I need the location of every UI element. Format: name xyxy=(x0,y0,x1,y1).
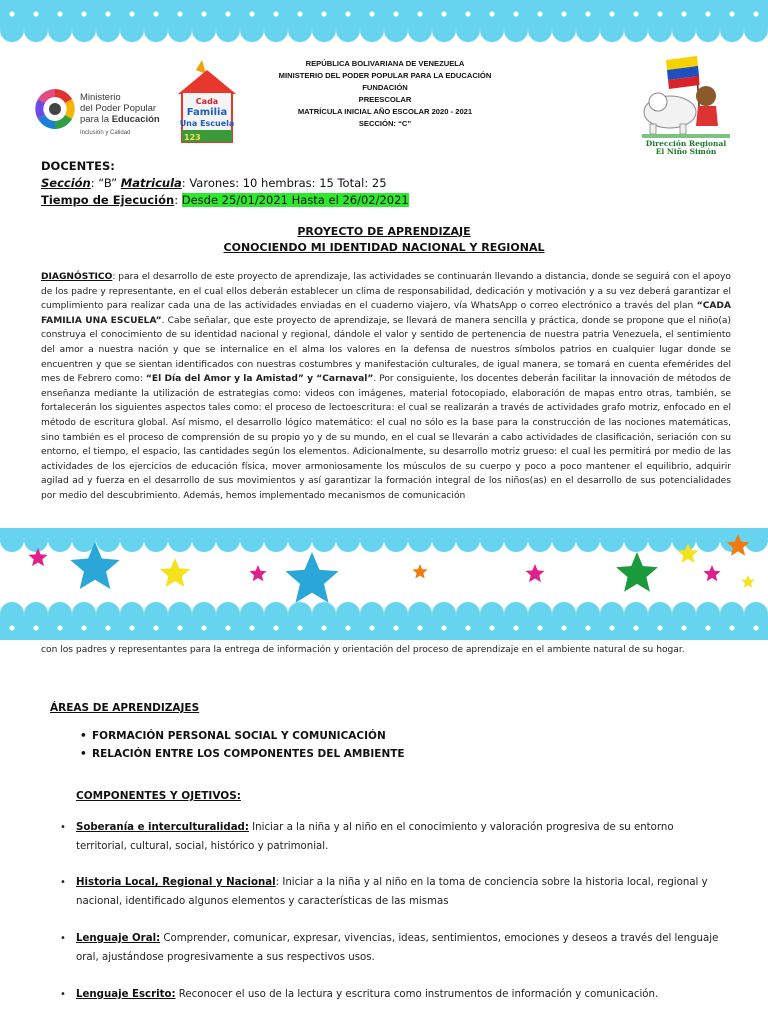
diagnostico-continuation: con los padres y representantes para la entrega de información y orientación del proceso de aprendizaje en el ambiente natural de su hogar. xyxy=(41,645,685,655)
scallop xyxy=(384,528,408,552)
scallop xyxy=(48,528,72,552)
header-line: MINISTERIO DEL PODER POPULAR PARA LA EDUCACIÓN xyxy=(278,71,492,80)
scallop xyxy=(672,528,696,552)
scallop-dot xyxy=(561,625,566,630)
scallop xyxy=(528,528,552,552)
componente-label: Lenguaje Oral: xyxy=(76,933,161,944)
scallop-dot xyxy=(609,625,614,630)
scallop-dot xyxy=(249,625,254,630)
scallop-dot xyxy=(585,625,590,630)
scallop xyxy=(96,18,120,42)
scallop-dot xyxy=(369,625,374,630)
scallop xyxy=(720,18,744,42)
matricula-label: Matricula xyxy=(120,176,182,190)
tiempo-value: Desde 25/01/2021 Hasta el 26/02/2021 xyxy=(181,193,409,207)
scallop-dot xyxy=(729,625,734,630)
scallop-dot xyxy=(57,11,62,16)
scallop-dot xyxy=(489,625,494,630)
scallop xyxy=(336,18,360,42)
scallop-dot xyxy=(513,625,518,630)
scallop xyxy=(744,528,768,552)
bullet-icon: • xyxy=(60,989,66,1000)
scallop xyxy=(216,18,240,42)
scallop xyxy=(432,528,456,552)
bullet-icon: • xyxy=(60,822,66,833)
scallop xyxy=(192,18,216,42)
star-decoration-band xyxy=(0,528,768,640)
header-line: SECCIÓN: “C” xyxy=(358,119,412,128)
scallop xyxy=(672,18,696,42)
scallop-dot xyxy=(705,625,710,630)
scallop xyxy=(600,18,624,42)
scallop xyxy=(744,18,768,42)
diagnostico-paragraph xyxy=(41,270,731,504)
scallop xyxy=(408,18,432,42)
house-logo-icon xyxy=(172,58,242,154)
seccion-label: Sección xyxy=(41,176,91,190)
scallop-dot xyxy=(657,625,662,630)
institution-header xyxy=(250,58,520,130)
scallop xyxy=(504,18,528,42)
bullet-icon: • xyxy=(60,933,66,944)
scallop xyxy=(312,528,336,552)
scallop-dot xyxy=(537,625,542,630)
scallop-dot xyxy=(393,11,398,16)
scallop xyxy=(240,528,264,552)
regional-logo-line1: Dirección Regional xyxy=(645,139,727,148)
scallop-dot xyxy=(393,625,398,630)
diagnostico-text-a: : para el desarrollo de este proyecto de aprendizaje, las actividades se continuarán llevando a distancia, donde se seguirá con el apoyo de los padre y representante, en el cual ellos deberán establecer un clima de responsabilidad, dedicación y motivación y a su vez deberá garantizar el cumplimiento para realizar cada una de las actividades enviadas en el cuaderno viajero, vía WhatsApp o correo electrónico a través del plan xyxy=(41,272,731,312)
scallop xyxy=(336,528,360,552)
scallop xyxy=(264,18,288,42)
ministry-logo-line2: del Poder Popular xyxy=(80,103,157,114)
scallop xyxy=(96,528,120,552)
scallop-dot xyxy=(177,625,182,630)
ministry-logo xyxy=(28,80,168,150)
scallop xyxy=(624,18,648,42)
scallop-dot xyxy=(561,11,566,16)
regional-logo xyxy=(636,52,736,158)
area-item-label: FORMACIÓN PERSONAL SOCIAL Y COMUNICACIÓN xyxy=(92,730,386,742)
tiempo-label: Tiempo de Ejecución xyxy=(41,193,175,207)
scallop xyxy=(552,528,576,552)
diagnostico-efemerides: “El Día del Amor y la Amistad” y “Carnaval” xyxy=(145,374,374,385)
scallop-dot xyxy=(57,625,62,630)
ministry-logo-education: Educación xyxy=(111,114,160,125)
diagnostico-label: DIAGNÓSTICO xyxy=(41,272,113,282)
cada-logo-numbers: 123 xyxy=(184,133,201,142)
scallop-dot xyxy=(321,11,326,16)
scallop xyxy=(408,528,432,552)
scallop-dot xyxy=(657,11,662,16)
scallop xyxy=(480,18,504,42)
scallop xyxy=(456,18,480,42)
scallop-dot xyxy=(633,625,638,630)
scallop xyxy=(624,528,648,552)
scallop xyxy=(0,18,24,42)
docentes-block xyxy=(41,158,731,209)
diagnostico-text-b: . Cabe señalar, que este proyecto de aprendizaje, se llevará de manera sencilla y práctica, donde se propone que el niño(a) construya el conocimiento de su identidad nacional y regional, dándole el valor y sentido de pertenencia de nuestra patria Venezuela, el sentimiento del amor a nuestra nación y que se internalice en el alma los valores en la defensa de nuestros símbolos patrios en cualquier lugar donde se encuentren y que se sientan identificados con nuestras costumbres y manifestación culturales, de igual manera, se tomará en cuenta efemérides del mes de Febrero como: xyxy=(41,315,731,385)
cada-logo-line2: Familia xyxy=(186,107,228,118)
scallop xyxy=(120,528,144,552)
scallop-dot xyxy=(9,625,14,630)
scallop-dot xyxy=(81,11,86,16)
scallop xyxy=(384,18,408,42)
tiempo-separator: : xyxy=(174,193,182,207)
scallop xyxy=(24,18,48,42)
componente-label: Soberanía e interculturalidad: xyxy=(76,822,249,833)
top-scallop-border xyxy=(0,0,768,50)
scallop xyxy=(552,18,576,42)
bullet-icon: • xyxy=(80,748,87,760)
componente-label: Historia Local, Regional y Nacional xyxy=(76,877,276,888)
ministry-logo-line1: Ministerio xyxy=(80,92,121,103)
ministry-logo-line3: para la xyxy=(80,114,112,125)
scallop xyxy=(456,528,480,552)
scallop xyxy=(576,528,600,552)
project-subtitle: CONOCIENDO MI IDENTIDAD NACIONAL Y REGIONAL xyxy=(223,241,545,254)
scallop-dot xyxy=(441,11,446,16)
scallop xyxy=(360,18,384,42)
scallop xyxy=(24,528,48,552)
areas-heading: ÁREAS DE APRENDIZAJES xyxy=(50,702,200,714)
scallop-dot xyxy=(729,11,734,16)
area-item xyxy=(80,730,386,742)
scallop xyxy=(48,18,72,42)
scallop xyxy=(504,528,528,552)
cada-logo-line1: Cada xyxy=(195,97,219,106)
scallop-dot xyxy=(753,11,758,16)
scallop xyxy=(72,18,96,42)
scallop xyxy=(288,528,312,552)
scallop-dot xyxy=(225,625,230,630)
scallop-dot xyxy=(225,11,230,16)
header-line: REPÚBLICA BOLIVARIANA DE VENEZUELA xyxy=(305,59,465,68)
scallop xyxy=(528,18,552,42)
area-item-label: RELACIÓN ENTRE LOS COMPONENTES DEL AMBIENTE xyxy=(92,748,405,760)
scallop xyxy=(648,528,672,552)
seccion-value: : “B” xyxy=(90,176,121,190)
project-title: PROYECTO DE APRENDIZAJE xyxy=(297,225,471,238)
scallop-dot xyxy=(129,11,134,16)
scallop xyxy=(144,528,168,552)
scallop xyxy=(168,528,192,552)
scallop xyxy=(696,528,720,552)
scallop-dot xyxy=(297,11,302,16)
scallop-dot xyxy=(633,11,638,16)
child-flag-icon xyxy=(636,52,736,140)
cada-logo-line3: Una Escuela xyxy=(179,119,235,128)
scallop xyxy=(264,528,288,552)
scallop xyxy=(480,528,504,552)
bullet-icon: • xyxy=(60,877,66,888)
scallop-dot xyxy=(297,625,302,630)
scallop-dot xyxy=(705,11,710,16)
componente-text: Comprender, comunicar, expresar, vivencias, ideas, sentimientos, emociones y deseos a través del lenguaje oral, ajustándose progresivamente a sus respectivos usos. xyxy=(76,933,719,963)
componente-item xyxy=(60,930,726,967)
scallop-dot xyxy=(177,11,182,16)
scallop-dot xyxy=(345,625,350,630)
scallop-dot xyxy=(201,11,206,16)
scallop xyxy=(288,18,312,42)
componente-label: Lenguaje Escrito: xyxy=(76,989,176,1000)
scallop xyxy=(120,18,144,42)
componente-text: Reconocer el uso de la lectura y escritura como instrumentos de información y comunicación. xyxy=(175,989,659,1000)
scallop-dot xyxy=(585,11,590,16)
scallop-dot xyxy=(609,11,614,16)
componente-item xyxy=(60,986,726,1005)
scallop-dot xyxy=(81,625,86,630)
scallop-dot xyxy=(465,625,470,630)
componente-item xyxy=(60,874,726,911)
scallop-dot xyxy=(129,625,134,630)
scallop-dot xyxy=(33,625,38,630)
scallop-dot xyxy=(273,625,278,630)
scallop-dot xyxy=(681,11,686,16)
componentes-heading: COMPONENTES Y OJETIVOS: xyxy=(76,790,241,802)
scallop-dot xyxy=(153,625,158,630)
scallop-dot xyxy=(105,11,110,16)
scallop xyxy=(576,18,600,42)
header-line: PREESCOLAR xyxy=(358,95,412,104)
scallop xyxy=(240,18,264,42)
scallop xyxy=(216,528,240,552)
regional-logo-line2: El Niño Simón xyxy=(655,147,717,156)
ministry-emblem-icon xyxy=(32,86,78,132)
scallop xyxy=(0,528,24,552)
docentes-label: DOCENTES: xyxy=(41,159,115,173)
scallop-dot xyxy=(441,625,446,630)
scallop-dot xyxy=(513,11,518,16)
scallop xyxy=(312,18,336,42)
cada-familia-logo xyxy=(172,58,242,154)
scallop-dot xyxy=(201,625,206,630)
scallop-dot xyxy=(321,625,326,630)
header-line: MATRÍCULA INICIAL AÑO ESCOLAR 2020 - 2021 xyxy=(297,107,473,116)
scallop-dot xyxy=(273,11,278,16)
scallop xyxy=(696,18,720,42)
scallop-dot xyxy=(33,11,38,16)
scallop-dot xyxy=(465,11,470,16)
scallop xyxy=(648,18,672,42)
matricula-value: : Varones: 10 hembras: 15 Total: 25 xyxy=(181,176,387,190)
bullet-icon: • xyxy=(80,730,87,742)
scallop-dot xyxy=(369,11,374,16)
componente-text: Iniciar a la niña y al niño en el conocimiento y valoración progresiva de su entorno territorial, cultural, social, histórico y patrimonial. xyxy=(76,822,674,852)
scallop xyxy=(432,18,456,42)
scallop xyxy=(144,18,168,42)
scallop-dot xyxy=(345,11,350,16)
scallop xyxy=(168,18,192,42)
scallop xyxy=(192,528,216,552)
scallop-dot xyxy=(417,11,422,16)
scallop-dot xyxy=(9,11,14,16)
scallop-dot xyxy=(417,625,422,630)
scallop-dot xyxy=(249,11,254,16)
diagnostico-plan: “CADA FAMILIA UNA ESCUELA” xyxy=(41,301,731,326)
scallop-dot xyxy=(681,625,686,630)
scallop-dot xyxy=(753,625,758,630)
scallop xyxy=(360,528,384,552)
area-item xyxy=(80,748,405,760)
ministry-logo-tagline: Inclusión y Calidad xyxy=(80,130,131,136)
componente-item xyxy=(60,819,726,856)
scallop-dot xyxy=(537,11,542,16)
scallop-dot xyxy=(105,625,110,630)
scallop-dot xyxy=(153,11,158,16)
diagnostico-text-c: . Por consiguiente, los docentes deberán facilitar la innovación de métodos de enseñanza mediante la utilización de estrategias como: videos con imágenes, material fotocopiado, elaboración de mapas entro otras, también, se fortalecerán los siguientes aspectos tales como: el proceso de lectoescritura: el cual se realizarán a través de actividades grafo motriz, enfocado en el método de escritura global. Así mismo, el desarrollo lógico matemático: el cual no sólo es la base para la construcción de las nociones matemáticas, sino también es el proceso de comprensión de su propio yo y de su mundo, en el cual se llevarán a cabo actividades de clasificación, seriación con su entorno, el tiempo, el espacio, las cantidades según los elementos. Adicionalmente, su desarrollo motriz grueso: el cual les permitirá por medio de las actividades de los ejercicios de educación física, mover armoniosamente los músculos de su cuerpo y poco a poco mantener el equilibrio, adquirir agilad ad y fuerza en el desarrollo de sus movimientos y así garantizar la formación integral de los niños(as) en el desarrollo de sus potencialidades por medio del descubrimiento. Además, hemos implementado mecanismos de comunicación xyxy=(41,374,731,501)
scallop xyxy=(600,528,624,552)
scallop-dot xyxy=(489,11,494,16)
componente-text: : Iniciar a la niña y al niño en la toma de conciencia sobre la historia local, regional y nacional, identificado algunos elementos y características de las mismas xyxy=(76,877,708,907)
header-line: FUNDACIÓN xyxy=(362,83,408,92)
